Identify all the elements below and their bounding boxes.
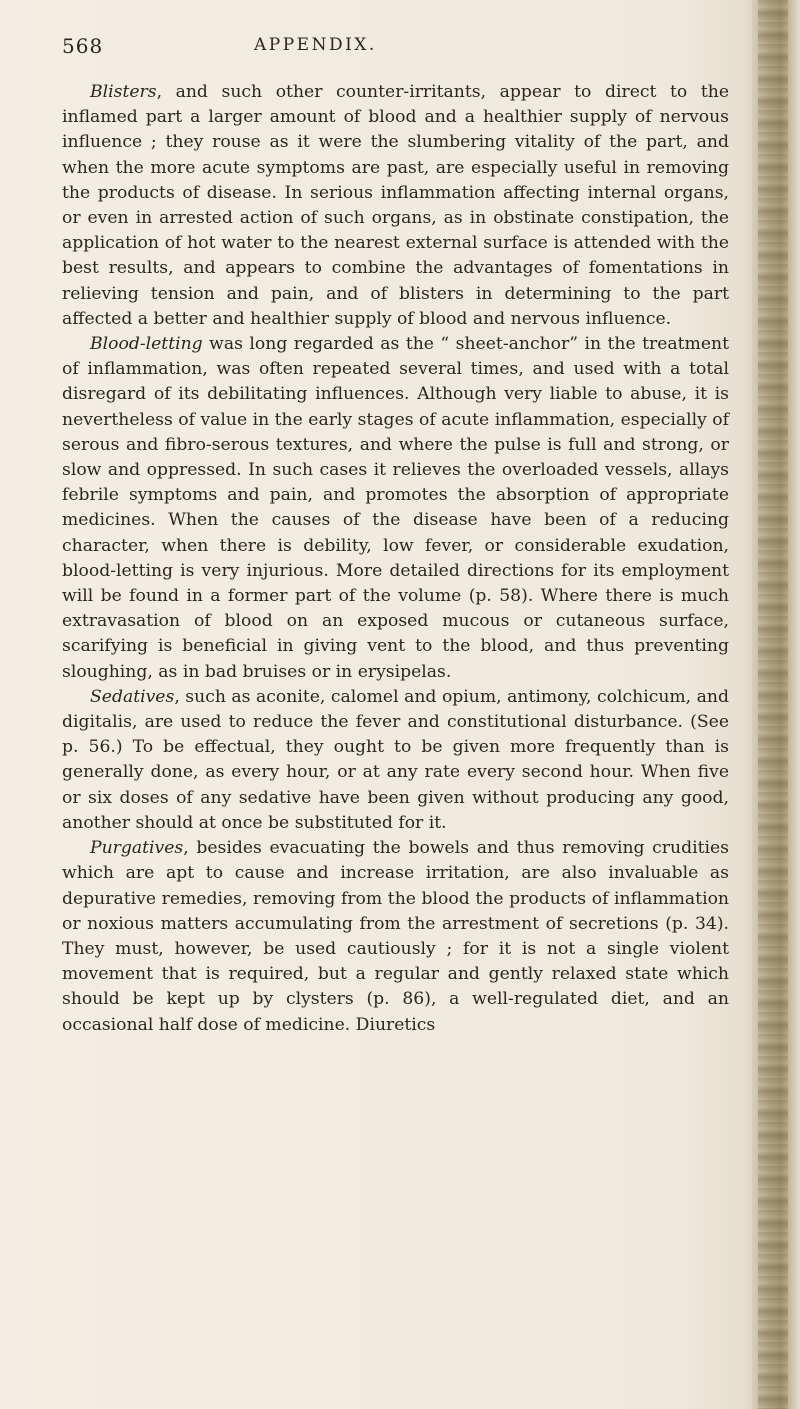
paragraph-lead: Sedatives: [90, 686, 175, 707]
paragraph-body: , besides evacuating the bowels and thus removing crudities which are apt to cause and increase irritation, are also invaluable as depurative remedies, removing from the blood the products of inflammation or noxious matters accumulating from the arrestment of secretions (p. 34). They must, however, be used cautiously ; for it is not a single violent movement that is required, but a regular and gently relaxed state which should be kept up by clysters (p. 86), a well-regulated diet, and an occasional half dose of medicine. Diuretics: [62, 838, 729, 1035]
paragraph-purgatives: [62, 836, 729, 1038]
running-head: APPENDIX.: [254, 35, 377, 55]
paragraph-lead: Blood-letting: [90, 334, 203, 355]
paragraph-lead: Purgatives: [90, 838, 184, 859]
paragraph-lead: Blisters: [90, 82, 157, 102]
paragraph-blisters: [62, 80, 729, 332]
page-binding-edge: [752, 0, 800, 1409]
paragraph-body: , and such other counter-irritants, appear to direct to the inflamed part a larger amount of blood and a healthier supply of nervous influence ; they rouse as it were the slumbering vitality of the part, and when the more acute symptoms are past, are especially useful in removing the products of disease. In serious inflammation affecting internal organs, or even in arrested action of such organs, as in obstinate constipation, the application of hot water to the nearest external surface is attended with the best results, and appears to combine the advantages of fomentations in relieving tension and pain, and of blisters in determining to the part affected a better and healthier supply of blood and nervous influence.: [62, 82, 729, 329]
page-number: 568: [62, 34, 104, 58]
paragraph-sedatives: [62, 685, 729, 836]
paragraph-body: was long regarded as the “ sheet-anchor” in the treatment of inflammation, was often repeated several times, and used with a total disregard of its debilitating influences. Although very liable to abuse, it is nevertheless of value in the early stages of acute inflammation, especially of serous and fibro-serous textures, and where the pulse is full and strong, or slow and oppressed. In such cases it relieves the overloaded vessels, allays febrile symptoms and pain, and promotes the absorption of appropriate medicines. When the causes of the disease have been of a reducing character, when there is debility, low fever, or considerable exudation, blood-letting is very injurious. More detailed directions for its employment will be found in a former part of the volume (p. 58). Where there is much extravasation of blood on an exposed mucous or cutaneous surface, scarifying is beneficial in giving vent to the blood, and thus preventing sloughing, as in bad bruises or in erysipelas.: [62, 334, 729, 682]
page-header: [62, 34, 722, 62]
paragraph-blood-letting: [62, 332, 729, 685]
body-text: [62, 80, 729, 1038]
paragraph-body: , such as aconite, calomel and opium, antimony, colchicum, and digitalis, are used to reduce the fever and constitutional disturbance. (See p. 56.) To be effectual, they ought to be given more frequently than is generally done, as every hour, or at any rate every second hour. When five or six doses of any sedative have been given without producing any good, another should at once be substituted for it.: [62, 686, 729, 833]
